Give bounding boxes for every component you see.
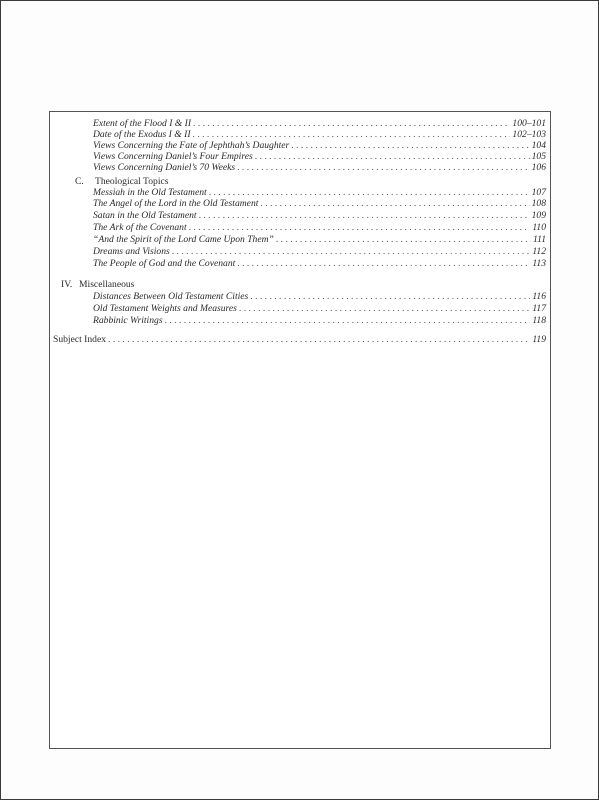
toc-entry-title: Subject Index (53, 334, 107, 345)
leader-dots (108, 334, 530, 345)
leader-dots (276, 234, 531, 245)
leader-dots (239, 303, 530, 314)
toc-entry (93, 129, 546, 140)
toc-entry (93, 151, 546, 162)
section-heading-c (75, 176, 169, 187)
section-marker: IV. (61, 279, 73, 290)
leader-dots (237, 258, 530, 269)
toc-entry (93, 315, 546, 326)
toc-entry-page: 102–103 (512, 129, 546, 140)
toc-entry-title: The Angel of the Lord in the Old Testament (93, 198, 259, 209)
leader-dots (165, 315, 531, 326)
toc-entry-page: 108 (531, 198, 546, 209)
toc-entry-page: 112 (532, 246, 546, 257)
toc-entry-title: Satan in the Old Testament (93, 210, 197, 221)
toc-entry (93, 291, 546, 302)
toc-entry-page: 109 (531, 210, 546, 221)
toc-entry-page: 107 (531, 187, 546, 198)
toc-entry-page: 105 (531, 151, 546, 162)
leader-dots (172, 246, 531, 257)
toc-entry-title: “And the Spirit of the Lord Came Upon Them” (93, 234, 274, 245)
leader-dots (291, 140, 529, 151)
toc-entry-page: 106 (531, 162, 546, 173)
toc-entry (93, 210, 546, 221)
toc-entry (93, 246, 546, 257)
toc-entry (93, 198, 546, 209)
toc-entry-title: Old Testament Weights and Measures (93, 303, 237, 314)
toc-entry (93, 303, 546, 314)
toc-entry-page: 118 (532, 315, 546, 326)
toc-entry (93, 162, 546, 173)
toc-entry (93, 258, 546, 269)
toc-entry-title: Dreams and Visions (93, 246, 170, 257)
leader-dots (237, 162, 529, 173)
toc-entry (93, 222, 546, 233)
section-title: Miscellaneous (79, 279, 135, 290)
leader-dots (250, 291, 530, 302)
subject-index-entry (53, 334, 546, 345)
toc-entry-title: The Ark of the Covenant (93, 222, 187, 233)
section-title: Theological Topics (95, 176, 169, 187)
toc-entry-page: 110 (532, 222, 546, 233)
leader-dots (255, 151, 530, 162)
leader-dots (260, 198, 529, 209)
toc-entry-title: Messiah in the Old Testament (93, 187, 207, 198)
toc-entry-title: Extent of the Flood I & II (93, 118, 192, 129)
table-of-contents-box (49, 111, 551, 749)
toc-entry-title: Views Concerning Daniel’s Four Empires (93, 151, 253, 162)
leader-dots (193, 118, 510, 129)
toc-entry-page: 113 (532, 258, 546, 269)
leader-dots (209, 187, 530, 198)
toc-entry (93, 118, 546, 129)
toc-entry-page: 117 (532, 303, 546, 314)
leader-dots (199, 210, 530, 221)
toc-entry (93, 140, 546, 151)
toc-entry-title: Views Concerning Daniel’s 70 Weeks (93, 162, 236, 173)
toc-entry-page: 116 (532, 291, 546, 302)
section-marker: C. (75, 176, 84, 187)
toc-entry-title: Rabbinic Writings (93, 315, 163, 326)
toc-entry-page: 111 (533, 234, 546, 245)
toc-entry-page: 104 (531, 140, 546, 151)
toc-entry-page: 100–101 (512, 118, 546, 129)
toc-entry-page: 119 (532, 334, 546, 345)
toc-entry (93, 187, 546, 198)
toc-entry-title: The People of God and the Covenant (93, 258, 236, 269)
toc-entry (93, 234, 546, 245)
leader-dots (189, 222, 531, 233)
toc-entry-title: Distances Between Old Testament Cities (93, 291, 249, 302)
toc-entry-title: Views Concerning the Fate of Jephthah’s Daughter (93, 140, 290, 151)
section-heading-iv (61, 279, 134, 290)
toc-entry-title: Date of the Exodus I & II (93, 129, 191, 140)
leader-dots (193, 129, 511, 140)
